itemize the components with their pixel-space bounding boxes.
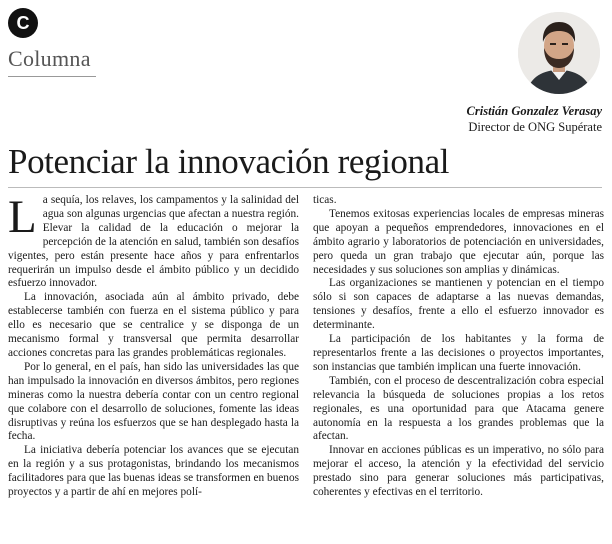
section-divider: [8, 76, 96, 77]
article-column-left: [8, 191, 299, 500]
author-portrait-icon: [518, 12, 600, 94]
article-paragraph: Las organizaciones se mantienen y potencian en el tiempo sólo si son capaces de adaptarse a las nuevas demandas, tensiones y desafíos, frente a ello el esfuerzo innovador es determinante.: [313, 277, 604, 332]
article-paragraph: La participación de los habitantes y la forma de representarlos frente a las decisiones o proyectos importantes, son instancias que también implican una fuerte innovación.: [313, 333, 604, 373]
article-paragraph: [8, 191, 299, 291]
article-headline: Potenciar la innovación regional: [8, 142, 450, 181]
article-paragraph: Por lo general, en el país, han sido las universidades las que han impulsado la innovación en diversos ámbitos, pero regiones mineras como la nuestra debería contar con un centro regional que colabore con el desarrollo de soluciones, fomente las ideas disruptivas y reúna los esfuerzos que se han desplegado hasta la fecha.: [8, 360, 299, 443]
author-role: Director de ONG Supérate: [468, 120, 602, 134]
article-paragraph: También, con el proceso de descentralización cobra especial relevancia la búsqueda de soluciones propias a los retos regionales, es una oportunidad para que Atacama genere autonomía en la respuesta a los grandes problemas que la afectan.: [313, 374, 604, 443]
article-column-right: [313, 194, 604, 500]
article-paragraph: La iniciativa debería potenciar los avances que se ejecutan en la región y a sus protagonistas, brindando los mecanismos facilitadores para que las buenas ideas se transformen en buenos proyectos y a partir de ahí en mejores polí-: [8, 444, 299, 499]
article-paragraph: La innovación, asociada aún al ámbito privado, debe establecerse también con fuerza en el sistema público y para ello es necesario que se centralice y se disponga de un mecanismo formal y transversal que permita desarrollar acciones concretas para las grandes problemáticas regionales.: [8, 291, 299, 359]
article-paragraph: Innovar en acciones públicas es un imperativo, no sólo para mejorar el acceso, la atención y la efectividad del servicio prestado sino para generar soluciones más participativas, coherentes y efectivas en el territorio.: [313, 444, 604, 499]
paragraph-text: a sequía, los relaves, los campamentos y la salinidad del agua son algunas urgencias que afectan a nuestra región. Elevar la calidad de la educación o mejorar la percepción de la atención en salud, también son desafíos vigentes, pero están presente hace años y para enfrentarlos requerirán un impulso desde el ámbito público y un decidido esfuerzo innovador.: [8, 194, 299, 290]
author-name: Cristián Gonzalez Verasay: [466, 104, 602, 118]
article-paragraph: Tenemos exitosas experiencias locales de empresas mineras que apoyan a pequeños emprendedores, innovaciones en el ámbito agrario y laboratorios de potenciación en universidades, pero queda un gran trabajo que ejecutar aún, porque las necesidades y sus soluciones son amplias y dinámicas.: [313, 207, 604, 276]
headline-divider: [8, 187, 602, 188]
article-paragraph-continuation: ticas.: [313, 194, 337, 206]
column-badge-icon: C: [8, 8, 38, 38]
section-label: Columna: [8, 46, 91, 71]
author-photo: [518, 12, 600, 94]
drop-cap: L: [8, 191, 37, 243]
